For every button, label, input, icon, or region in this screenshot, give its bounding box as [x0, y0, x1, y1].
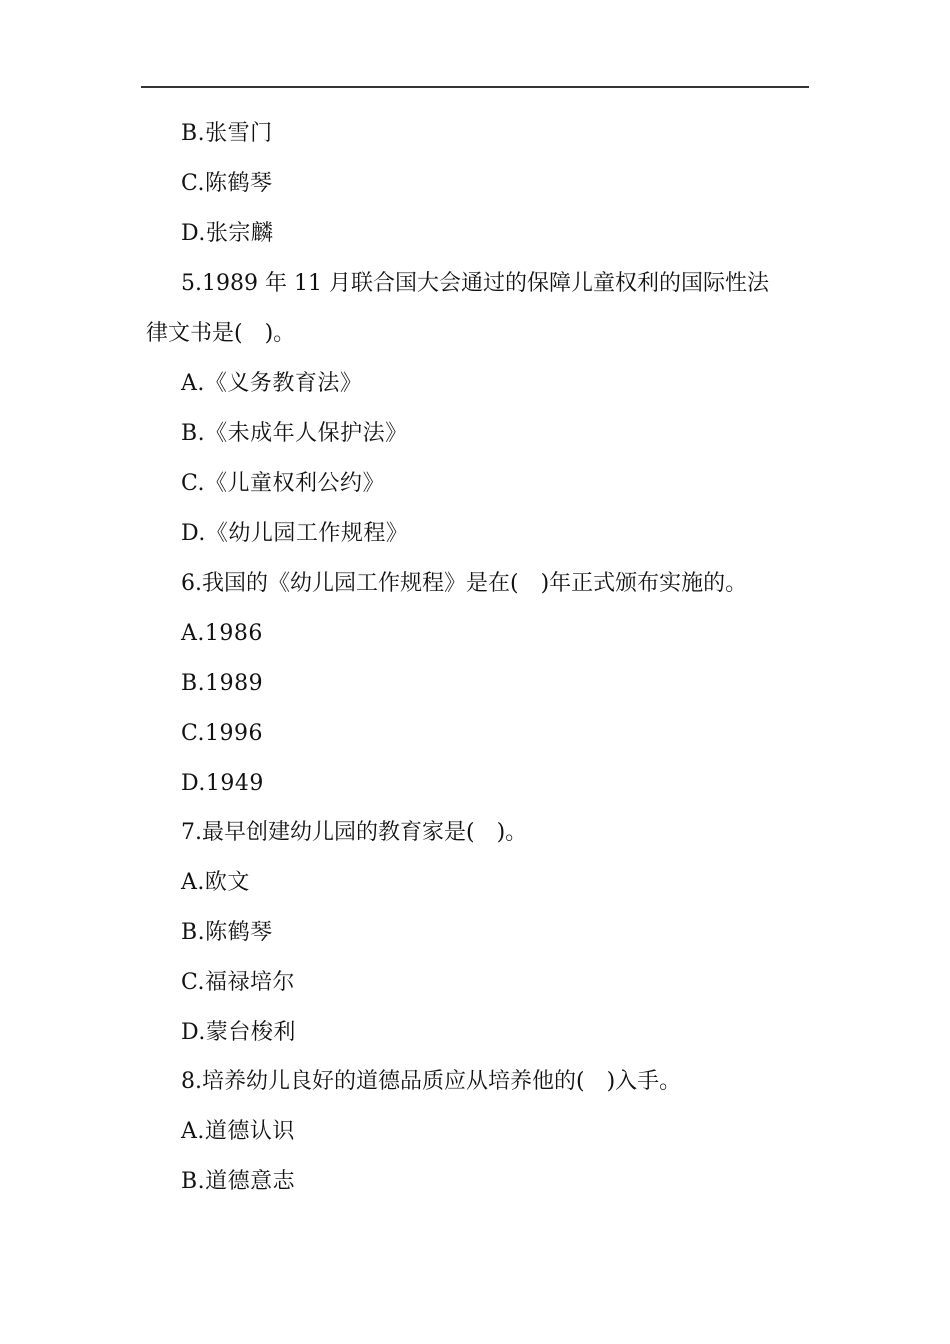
q6-option-a: A.1986 — [181, 621, 263, 646]
q6-stem: 6.我国的《幼儿园工作规程》是在( )年正式颁布实施的。 — [181, 571, 748, 596]
q8-option-a: A.道德认识 — [181, 1119, 295, 1144]
q7-option-b: B.陈鹤琴 — [181, 920, 273, 945]
q8-stem: 8.培养幼儿良好的道德品质应从培养他的( )入手。 — [181, 1069, 682, 1094]
q5-option-c: C.《儿童权利公约》 — [181, 471, 386, 496]
q5-option-d: D.《幼儿园工作规程》 — [181, 521, 409, 546]
q5-option-a: A.《义务教育法》 — [181, 371, 363, 396]
q5-option-b: B.《未成年人保护法》 — [181, 421, 408, 446]
q5-stem-line1: 5.1989 年 11 月联合国大会通过的保障儿童权利的国际性法 — [181, 271, 769, 296]
q4-option-c: C.陈鹤琴 — [181, 171, 273, 196]
q8-option-b: B.道德意志 — [181, 1169, 296, 1194]
q6-option-d: D.1949 — [181, 771, 264, 796]
q6-option-c: C.1996 — [181, 721, 264, 746]
q4-option-d: D.张宗麟 — [181, 221, 274, 246]
q7-option-d: D.蒙台梭利 — [181, 1020, 296, 1045]
q7-option-c: C.福禄培尔 — [181, 970, 296, 995]
q7-option-a: A.欧文 — [181, 870, 250, 895]
header-rule — [141, 86, 809, 88]
q7-stem: 7.最早创建幼儿园的教育家是( )。 — [181, 820, 528, 845]
q5-stem-line2: 律文书是( )。 — [146, 321, 296, 346]
q4-option-b: B.张雪门 — [181, 121, 273, 146]
q6-option-b: B.1989 — [181, 671, 264, 696]
